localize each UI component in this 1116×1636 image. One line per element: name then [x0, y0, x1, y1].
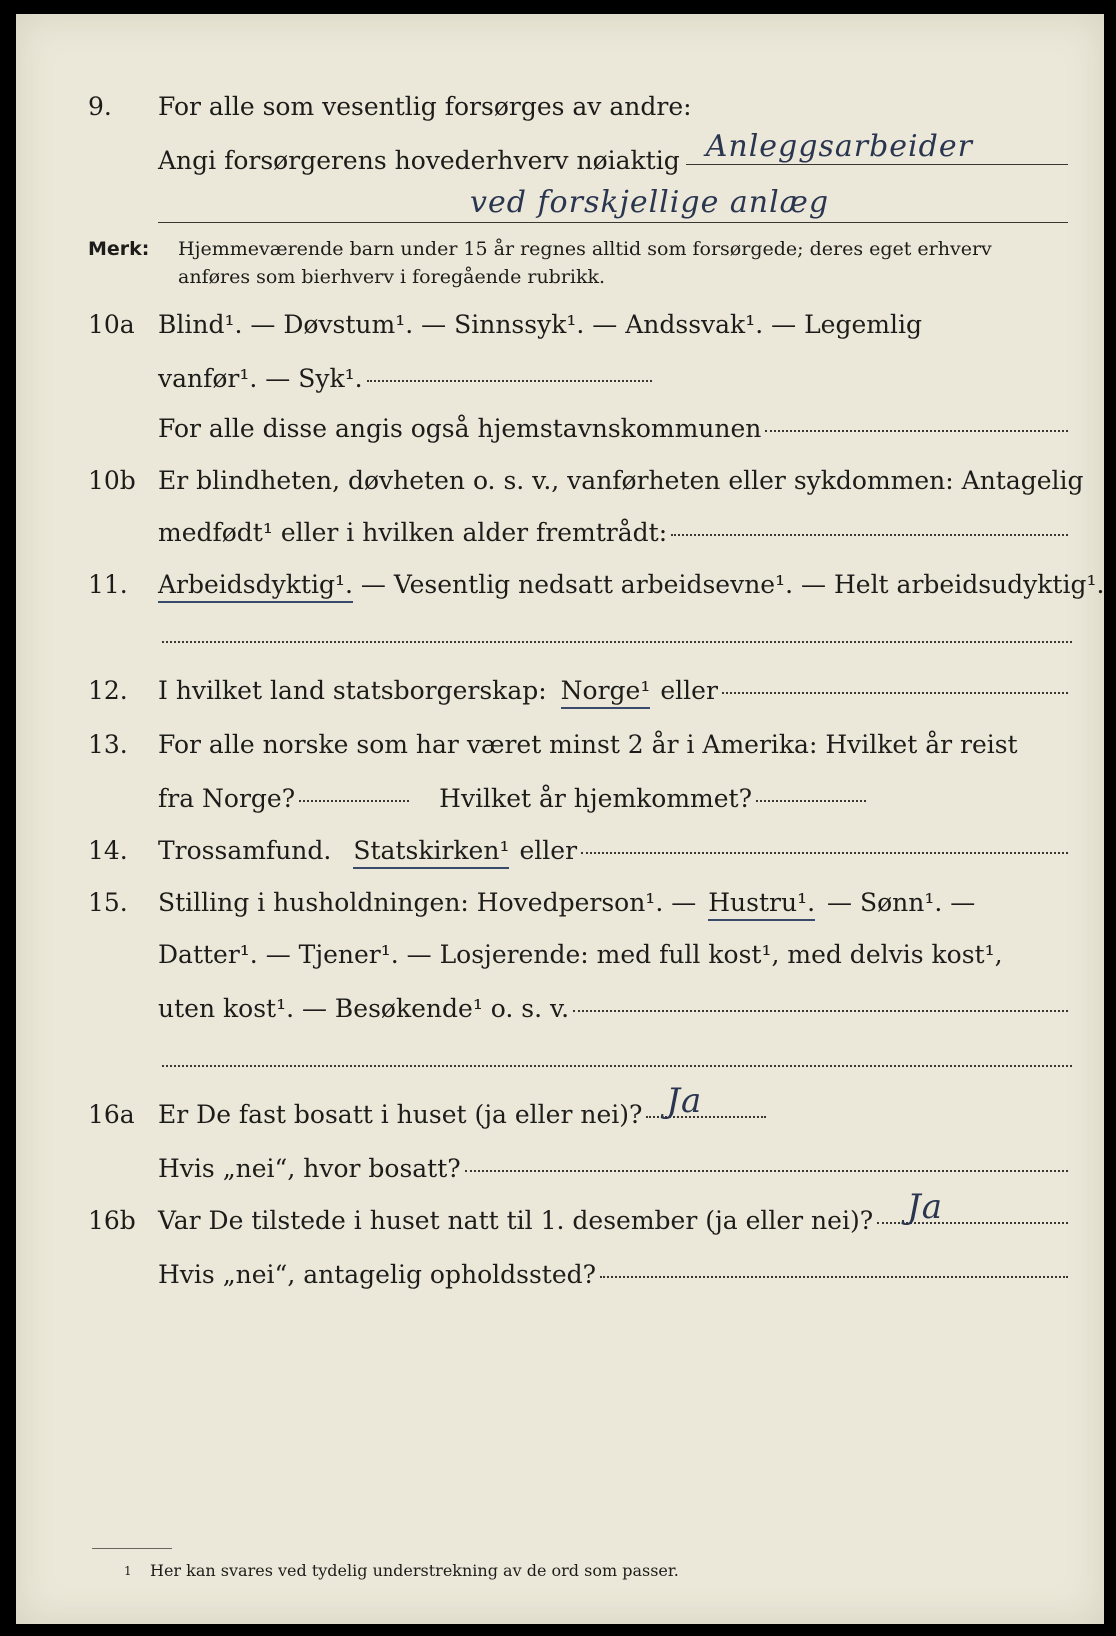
- question-text: For alle som vesentlig forsørges av andre:: [158, 92, 692, 121]
- question-text: Hvilket år hjemkommet?: [439, 784, 753, 813]
- question-text: — Vesentlig nedsatt arbeidsevne¹. — Helt arbeidsudyktig¹.: [360, 570, 1105, 599]
- answer-line: [367, 380, 652, 382]
- question-number: 10b: [88, 466, 136, 495]
- question-text: For alle norske som har været minst 2 år i Amerika: Hvilket år reist: [158, 730, 1018, 759]
- question-text: eller: [519, 836, 578, 865]
- answer-line: [299, 800, 409, 802]
- answer-line: [877, 1187, 1068, 1227]
- answer-line: [573, 1010, 1068, 1012]
- question-number: 14.: [88, 836, 128, 865]
- question-number: 10a: [88, 310, 135, 339]
- question-text: Er De fast bosatt i huset (ja eller nei)?: [158, 1100, 643, 1129]
- note-text: Hjemmeværende barn under 15 år regnes alltid som forsørgede; deres eget erhverv: [178, 238, 992, 260]
- answer-line: [162, 1065, 1072, 1067]
- question-text: Stilling i husholdningen: Hovedperson¹. —: [158, 888, 697, 917]
- question-text: For alle disse angis også hjemstavnskommunen: [158, 414, 762, 443]
- question-text: vanfør¹. — Syk¹.: [158, 364, 363, 393]
- handwritten-answer: ved forskjellige anlæg: [470, 185, 830, 220]
- answer-line: [162, 641, 1072, 643]
- underlined-answer: Hustru¹.: [708, 888, 815, 921]
- footnote-text: Her kan svares ved tydelig understrekning av de ord som passer.: [150, 1561, 679, 1580]
- note-text: anføres som bierhverv i foregående rubrikk.: [178, 266, 606, 288]
- handwritten-answer: Anleggsarbeider: [705, 129, 973, 164]
- question-text: uten kost¹. — Besøkende¹ o. s. v.: [158, 994, 570, 1023]
- question-number: 13.: [88, 730, 128, 759]
- answer-line: [646, 1081, 766, 1121]
- question-number: 12.: [88, 676, 128, 705]
- underlined-answer: Arbeidsdyktig¹.: [158, 570, 353, 603]
- handwritten-answer: Ja: [666, 1081, 703, 1121]
- answer-line: [581, 852, 1068, 854]
- answer-line: [722, 692, 1068, 694]
- question-number: 16b: [88, 1206, 136, 1235]
- answer-line: [465, 1170, 1068, 1172]
- answer-line: [756, 800, 866, 802]
- question-text: Datter¹. — Tjener¹. — Losjerende: med full kost¹, med delvis kost¹,: [158, 940, 1003, 969]
- question-number: 11.: [88, 570, 128, 599]
- question-text: Er blindheten, døvheten o. s. v., vanførheten eller sykdommen: Antagelig: [158, 466, 1084, 495]
- underlined-answer: Statskirken¹: [353, 836, 509, 869]
- question-number: 15.: [88, 888, 128, 917]
- question-text: fra Norge?: [158, 784, 296, 813]
- question-text: — Sønn¹. —: [827, 888, 976, 917]
- handwritten-answer: Ja: [907, 1187, 944, 1227]
- footnote-mark: 1: [124, 1564, 132, 1578]
- question-text: Trossamfund.: [158, 836, 332, 865]
- note-label: Merk:: [88, 238, 150, 260]
- question-text: eller: [660, 676, 718, 705]
- footnote-rule: [92, 1548, 172, 1549]
- question-text: Angi forsørgerens hovederhverv nøiaktig: [158, 146, 680, 175]
- question-text: Hvis „nei“, hvor bosatt?: [158, 1154, 461, 1183]
- question-number: 9.: [88, 92, 112, 121]
- answer-line: [158, 222, 1068, 223]
- question-text: Hvis „nei“, antagelig opholdssted?: [158, 1260, 597, 1289]
- question-number: 16a: [88, 1100, 135, 1129]
- answer-line: [686, 129, 1068, 165]
- question-text: medfødt¹ eller i hvilken alder fremtrådt:: [158, 518, 668, 547]
- answer-line: [600, 1276, 1068, 1278]
- question-text: I hvilket land statsborgerskap:: [158, 676, 547, 705]
- answer-line: [671, 534, 1068, 536]
- answer-line: [765, 430, 1068, 432]
- underlined-answer: Norge¹: [561, 676, 651, 709]
- question-text: Var De tilstede i huset natt til 1. desember (ja eller nei)?: [158, 1206, 874, 1235]
- question-text: Blind¹. — Døvstum¹. — Sinnssyk¹. — Andssvak¹. — Legemlig: [158, 310, 922, 339]
